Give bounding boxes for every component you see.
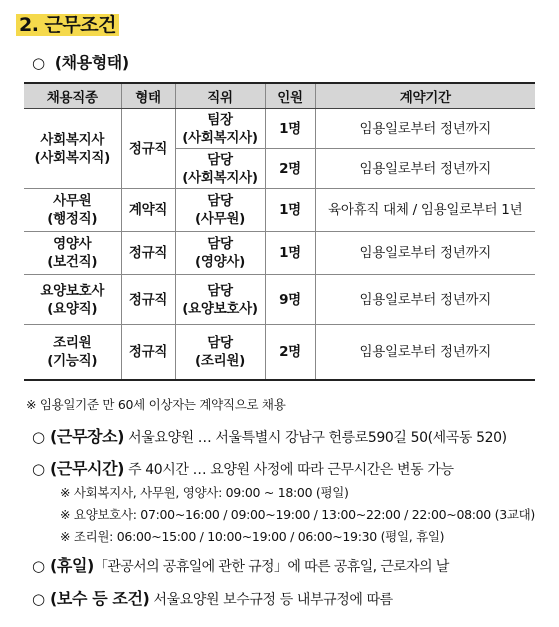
circle-bullet-icon: ○ [32,557,45,575]
table-header-row [24,83,535,109]
position-cell: 담당 (조리원) [175,325,265,380]
holiday-label: (휴일) [50,556,94,575]
position-cell: 팀장 (사회복지사) [175,109,265,149]
pay-label: (보수 등 조건) [50,589,150,608]
workplace-line [32,424,507,447]
pay-text: 서울요양원 보수규정 등 내부규정에 따름 [149,592,393,608]
type-cell: 정규직 [121,109,175,189]
recruitment-table [24,82,535,381]
period-cell: 임용일로부터 정년까지 [315,232,535,275]
job-cell: 사회복지사 (사회복지직) [24,109,121,189]
circle-bullet-icon: ○ [32,590,45,608]
holiday-line [32,553,449,576]
section-title: 2. 근무조건 [16,10,119,37]
worktime-detail: ※ 조리원: 06:00~15:00 / 10:00~19:00 / 06:00~19:30 (평일, 휴일) [60,529,445,544]
job-cell: 영양사 (보건직) [24,232,121,275]
worktime-label: (근무시간) [50,459,125,478]
workplace-label: (근무장소) [50,427,125,446]
age-note: ※ 임용일기준 만 60세 이상자는 계약직으로 채용 [26,397,286,412]
pay-line [32,586,393,609]
table-row [24,325,535,380]
period-cell: 임용일로부터 정년까지 [315,275,535,325]
position-cell: 담당 (사무원) [175,189,265,232]
employment-heading: ○ (채용형태) [32,53,129,72]
circle-bullet-icon: ○ [32,460,45,478]
worktime-detail: ※ 요양보호사: 07:00~16:00 / 09:00~19:00 / 13:00~22:00 / 22:00~08:00 (3교대) [60,507,535,522]
table-row [24,232,535,275]
header-period: 계약기간 [315,83,535,109]
circle-bullet-icon: ○ [32,428,45,446]
period-cell: 육아휴직 대체 / 임용일로부터 1년 [315,189,535,232]
holiday-text: 「관공서의 공휴일에 관한 규정」에 따른 공휴일, 근로자의 날 [93,559,449,575]
job-cell: 조리원 (기능직) [24,325,121,380]
worktime-detail: ※ 사회복지사, 사무원, 영양사: 09:00 ~ 18:00 (평일) [60,485,349,500]
header-count: 인원 [265,83,315,109]
job-cell: 사무원 (행정직) [24,189,121,232]
period-cell: 임용일로부터 정년까지 [315,149,535,189]
count-cell: 2명 [265,149,315,189]
type-cell: 계약직 [121,189,175,232]
count-cell: 2명 [265,325,315,380]
header-job: 채용직종 [24,83,121,109]
table-row [24,275,535,325]
workplace-text: 서울요양원 … 서울특별시 강남구 헌릉로590길 50(세곡동 520) [124,430,507,446]
position-cell: 담당 (요양보호사) [175,275,265,325]
count-cell: 1명 [265,109,315,149]
period-cell: 임용일로부터 정년까지 [315,109,535,149]
type-cell: 정규직 [121,232,175,275]
header-position: 직위 [175,83,265,109]
position-cell: 담당 (영양사) [175,232,265,275]
type-cell: 정규직 [121,275,175,325]
type-cell: 정규직 [121,325,175,380]
period-cell: 임용일로부터 정년까지 [315,325,535,380]
table-row [24,189,535,232]
count-cell: 9명 [265,275,315,325]
job-cell: 요양보호사 (요양직) [24,275,121,325]
position-cell: 담당 (사회복지사) [175,149,265,189]
worktime-text: 주 40시간 … 요양원 사정에 따라 근무시간은 변동 가능 [124,462,454,478]
table-row [24,109,535,149]
worktime-line [32,456,454,479]
count-cell: 1명 [265,189,315,232]
circle-bullet-icon: ○ [32,54,45,72]
header-type: 형태 [121,83,175,109]
count-cell: 1명 [265,232,315,275]
